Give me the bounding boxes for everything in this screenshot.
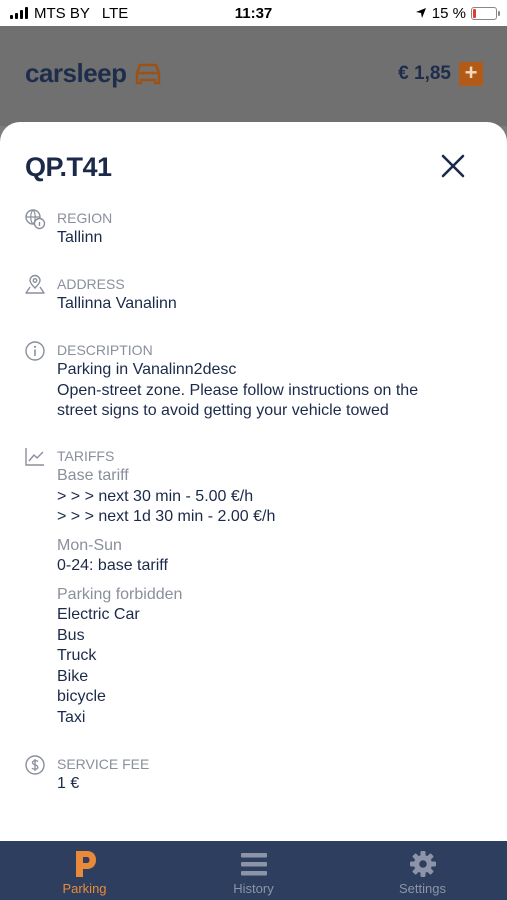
car-icon: [133, 61, 163, 87]
schedule-value: 0-24: base tariff: [57, 557, 168, 574]
tab-parking[interactable]: [0, 841, 169, 900]
description-line: Parking in Vanalinn2desc: [57, 361, 237, 378]
logo: [25, 58, 163, 89]
base-tariff-label: Base tariff: [57, 467, 129, 484]
description-label: DESCRIPTION: [57, 342, 153, 358]
region-value: Tallinn: [57, 229, 103, 246]
tab-label: Settings: [399, 881, 446, 896]
globe-info-icon: [24, 208, 46, 230]
address-section: [24, 274, 484, 315]
tariffs-label: TARIFFS: [57, 448, 115, 464]
battery-percent: 15 %: [431, 4, 466, 22]
tab-settings[interactable]: [338, 841, 507, 900]
description-section: [24, 340, 484, 422]
tariffs-section: [24, 446, 484, 728]
balance: [398, 62, 483, 86]
tab-bar: [0, 841, 507, 900]
service-fee-label: SERVICE FEE: [57, 756, 150, 772]
zone-title: QP.T41: [25, 152, 112, 182]
app-header: [0, 26, 507, 126]
add-funds-button[interactable]: +: [459, 62, 483, 86]
address-label: ADDRESS: [57, 276, 125, 292]
forbidden-label: Parking forbidden: [57, 585, 183, 603]
forbidden-vehicle: Electric Car: [57, 606, 140, 623]
gear-icon: [409, 850, 437, 878]
description-line: Open-street zone. Please follow instructions on the: [57, 381, 419, 399]
service-fee-value: 1 €: [57, 775, 80, 792]
balance-amount: € 1,85: [398, 63, 451, 84]
forbidden-vehicle: bicycle: [57, 688, 106, 705]
forbidden-vehicle: Bus: [57, 626, 85, 644]
menu-icon: [240, 850, 268, 878]
address-value: Tallinna Vanalinn: [57, 295, 177, 312]
dollar-circle-icon: [24, 754, 46, 776]
clock: 11:37: [234, 4, 273, 22]
carrier-name: MTS BY: [34, 4, 90, 22]
parking-icon: [71, 850, 99, 878]
battery-level: [473, 9, 476, 18]
info-icon: [24, 340, 46, 362]
description-line: street signs to avoid getting your vehicle towed: [57, 402, 389, 419]
logo-text: carsleep: [25, 58, 127, 88]
forbidden-vehicle: Taxi: [57, 708, 86, 726]
tab-history[interactable]: [169, 841, 338, 900]
status-bar: [0, 0, 507, 26]
chart-line-icon: [24, 446, 46, 468]
close-icon: [439, 152, 467, 180]
forbidden-vehicle: Bike: [57, 667, 89, 685]
network-type: LTE: [101, 4, 129, 22]
service-fee-section: [24, 754, 484, 795]
battery-icon: [471, 7, 497, 20]
tab-label: History: [233, 881, 274, 896]
location-arrow-icon: [415, 7, 427, 19]
base-tariff-line: > > > next 1d 30 min - 2.00 €/h: [57, 508, 276, 525]
schedule-label: Mon-Sun: [57, 536, 122, 554]
region-label: REGION: [57, 210, 113, 226]
forbidden-vehicle: Truck: [57, 647, 97, 664]
zone-details-sheet: [0, 122, 507, 842]
base-tariff-line: > > > next 30 min - 5.00 €/h: [57, 487, 254, 505]
map-pin-icon: [24, 274, 46, 296]
region-section: [24, 208, 484, 249]
close-button[interactable]: [439, 152, 467, 180]
tab-label: Parking: [62, 881, 107, 896]
status-right: [415, 5, 497, 22]
